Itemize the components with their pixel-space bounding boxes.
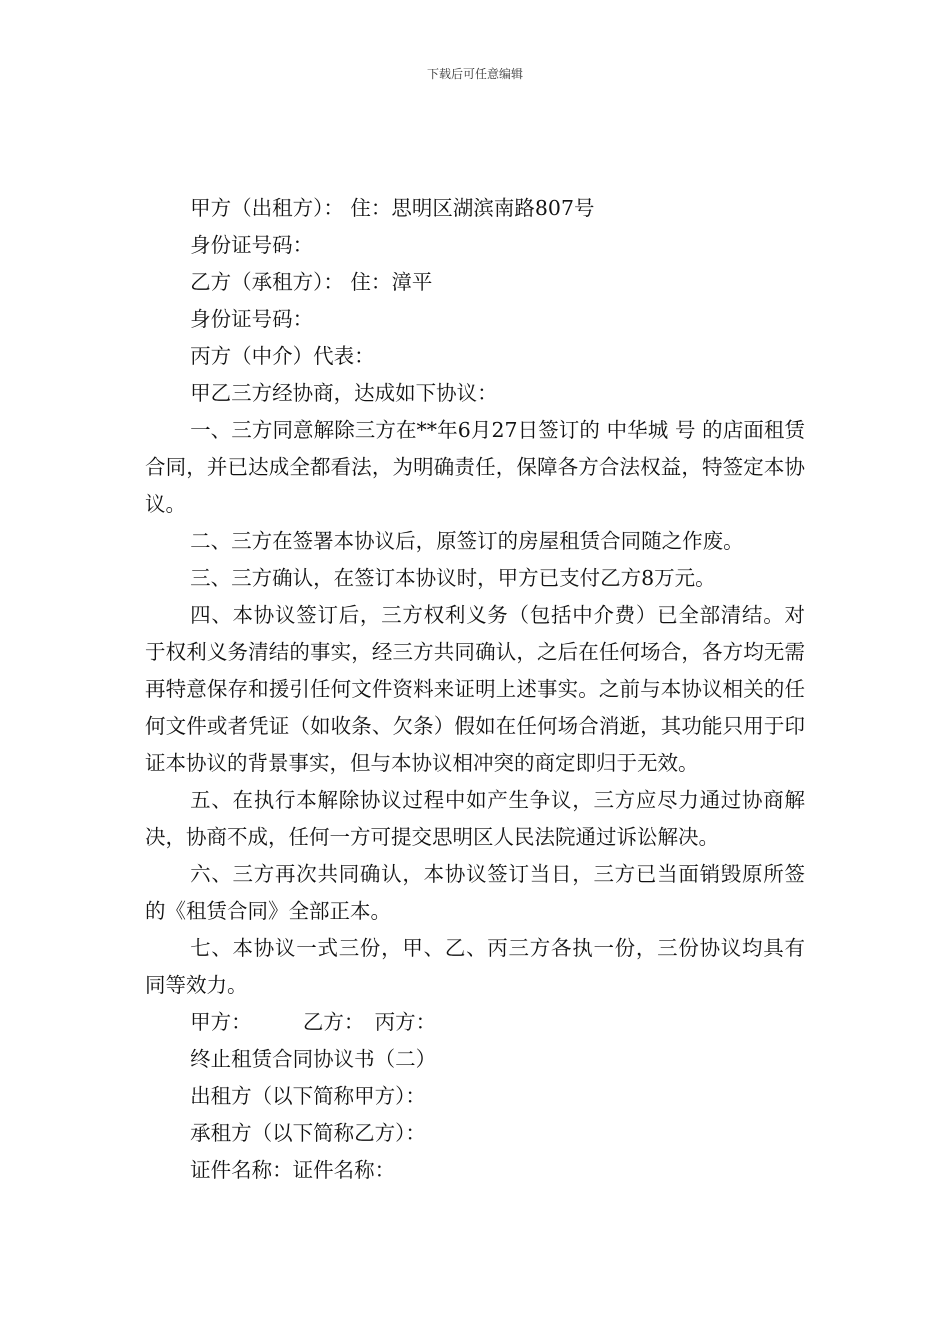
clause-4: 四、本协议签订后，三方权利义务（包括中介费）已全部清结。对于权利义务清结的事实，经三方共同确认，之后在任何场合，各方均无需再特意保存和援引任何文件资料来证明上述事实。之前与本协议相关的任何文件或者凭证（如收条、欠条）假如在任何场合消逝，其功能只用于印证本协议的背景事实，但与本协议相冲突的商定即归于无效。 <box>145 603 805 775</box>
agreement-intro: 甲乙三方经协商，达成如下协议： <box>190 381 498 405</box>
party-b-address: 乙方（承租方）： 住：漳平 <box>190 270 433 294</box>
clause-6: 六、三方再次共同确认，本协议签订当日，三方已当面销毁原所签的《租赁合同》全部正本。 <box>145 862 805 923</box>
clause-1: 一、三方同意解除三方在**年6月27日签订的 中华城 号 的店面租赁合同，并已达成全都看法，为明确责任，保障各方合法权益，特签定本协议。 <box>145 418 805 516</box>
party-a-address: 甲方（出租方）： 住：思明区湖滨南路807号 <box>190 196 595 220</box>
second-agreement-title: 终止租赁合同协议书（二） <box>190 1047 437 1071</box>
party-a-id-number: 身份证号码： <box>190 233 314 257</box>
clause-3: 三、三方确认，在签订本协议时，甲方已支付乙方8万元。 <box>190 566 716 590</box>
clause-5: 五、在执行本解除协议过程中如产生争议，三方应尽力通过协商解决，协商不成，任何一方可提交思明区人民法院通过诉讼解决。 <box>145 788 805 849</box>
document-body <box>145 190 805 1189</box>
page-header: 下载后可任意编辑 <box>426 67 523 81</box>
signature-line: 甲方： 乙方： 丙方： <box>190 1010 437 1034</box>
party-b-id-number: 身份证号码： <box>190 307 314 331</box>
party-c-representative: 丙方（中介）代表： <box>190 344 375 368</box>
lessor-line: 出租方（以下简称甲方）： <box>190 1084 426 1108</box>
clause-7: 七、本协议一式三份，甲、乙、丙三方各执一份，三份协议均具有同等效力。 <box>145 936 805 997</box>
lessee-line: 承租方（以下简称乙方）： <box>190 1121 426 1145</box>
clause-2: 二、三方在签署本协议后，原签订的房屋租赁合同随之作废。 <box>190 529 744 553</box>
id-type-line: 证件名称：证件名称： <box>190 1158 396 1182</box>
